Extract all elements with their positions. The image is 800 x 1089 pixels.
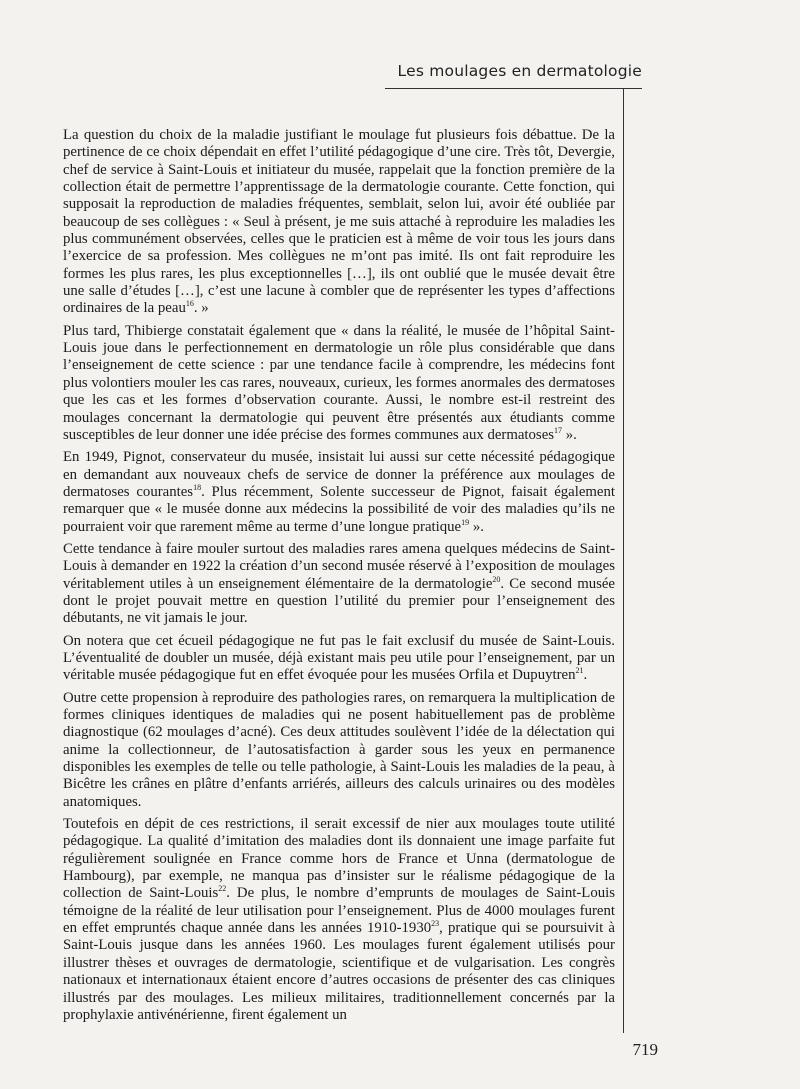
footnote-marker: 16 [185, 299, 194, 309]
paragraph-1: La question du choix de la maladie justifiant le moulage fut plusieurs fois débattue. De la pertinence de ce choix dépendait en effet l’utilité pédagogique d’une cire. Très tôt, Devergie, chef de service à Saint-Louis et initiateur du musée, rappelait que la fonction première de la collection était de permettre l’apprentissage de la dermatologie courante. Cette fonction, qui supposait la reproduction de maladies fréquentes, semblait, selon lui, avoir été oubliée par beaucoup de ses collègues : « Seul à présent, je me suis attaché à reproduire les maladies les plus communément observées, celles que le praticien est à même de voir tous les jours dans l’exercice de sa profession. Mes collègues ne m’ont pas imité. Ils ont fait reproduire les formes les plus rares, les plus exceptionnelles […], ils ont oublié que le musée devait être une salle d’études […], c’est une lacune à combler que de représenter les types d’affections ordinaires de la peau$^{16}$. » [63, 127, 615, 317]
paragraph-6: Outre cette propension à reproduire des pathologies rares, on remarquera la multiplication de formes cliniques identiques de maladies qui ne posent habituellement pas de problème diagnostique (62 moulages d’acné). Ces deux attitudes soulèvent l’idée de la délectation qui anime la collectionneur, de l’autosatisfaction à garder sous les yeux en permanence disponibles les exemples de telle ou telle pathologie, à Saint-Louis les maladies de la peau, à Bicêtre les crânes en plâtre d’enfants arriérés, ailleurs des calculs urinaires ou des modèles anatomiques. [63, 689, 615, 810]
footnote-marker: 17 [554, 425, 563, 435]
footnote-marker: 23 [431, 919, 440, 929]
footnote-marker: 18 [193, 482, 202, 492]
footnote-marker: 22 [218, 884, 227, 894]
header-rule [385, 88, 642, 89]
page-number: 719 [632, 1040, 658, 1059]
margin-rule [623, 88, 624, 1033]
paragraph-7: Toutefois en dépit de ces restrictions, il serait excessif de nier aux moulages toute utilité pédagogique. La qualité d’imitation des maladies dont ils donnaient une image parfaite fut régulièrement soulignée en France comme hors de France et Unna (dermatologue de Hambourg), par exemple, ne manqua pas d’insister sur le réalisme pédagogique de la collection de Saint-Louis$^{22}$. De plus, le nombre d’emprunts de moulages de Saint-Louis témoigne de la réalité de leur utilisation pour l’enseignement. Plus de 4000 moulages furent en effet empruntés chaque année dans les années 1910-1930$^{23}$, pratique qui se poursuivit à Saint-Louis jusque dans les années 1960. Les moulages furent également utilisés pour illustrer thèses et ouvrages de dermatologie, scientifique et de vulgarisation. Les congrès nationaux et internationaux étaient encore d’autres occasions de présenter des cas cliniques illustrés par des moulages. Les milieux militaires, traditionnellement concernés par la prophylaxie antivénérienne, firent également un [63, 816, 615, 1023]
running-head-title: Les moulages en dermatologie [397, 62, 642, 80]
paragraph-5: On notera que cet écueil pédagogique ne fut pas le fait exclusif du musée de Saint-Louis. L’éventualité de doubler un musée, déjà existant mais peu utile pour l’enseignement, par un véritable musée pédagogique fut en effet évoquée pour les musées Orfila et Dupuytren$^{21}$. [63, 632, 615, 684]
footnote-marker: 19 [461, 517, 470, 527]
paragraph-4: Cette tendance à faire mouler surtout des maladies rares amena quelques médecins de Saint-Louis à demander en 1922 la création d’un second musée réservé à l’exposition de moulages véritablement utiles à un enseignement élémentaire de la dermatologie$^{20}$. Ce second musée dont le projet pouvait mettre en question l’utilité du premier pour l’enseignement des débutants, ne vit jamais le jour. [63, 540, 615, 627]
footnote-marker: 21 [575, 666, 584, 676]
paragraph-2: Plus tard, Thibierge constatait également que « dans la réalité, le musée de l’hôpital Saint-Louis joue dans le perfectionnement en dermatologie un rôle plus considérable que dans l’enseignement de cette science : par une tendance facile à comprendre, les médecins font plus volontiers mouler les cas rares, nouveaux, curieux, les formes anormales des dermatoses que les cas et les formes d’observation courante. Aussi, le nombre est-il restreint des moulages concernant la dermatologie qui peuvent être présentés aux étudiants comme susceptibles de leur donner une idée précise des formes communes aux dermatoses$^{17}$ ». [63, 322, 615, 443]
footnote-marker: 20 [492, 574, 501, 584]
body-text [63, 127, 615, 1029]
paragraph-3: En 1949, Pignot, conservateur du musée, insistait lui aussi sur cette nécessité pédagogique en demandant aux nouveaux chefs de service de donner la préférence aux moulages de dermatoses courantes$^{18}$. Plus récemment, Solente successeur de Pignot, faisait également remarquer que « le musée donne aux médecins la possibilité de voir des maladies qu’ils ne pourraient voir que rarement même au terme d’une longue pratique$^{19}$ ». [63, 449, 615, 535]
